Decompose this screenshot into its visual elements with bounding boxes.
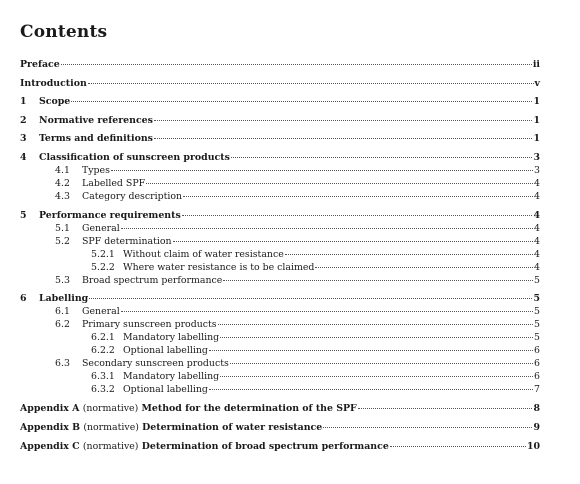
toc-entry-general-6-1[interactable]	[20, 305, 540, 318]
toc-entry-primary-sunscreen-products[interactable]	[20, 318, 540, 331]
toc-number: 6.1	[55, 306, 70, 318]
toc-label: Secondary sunscreen products	[82, 358, 229, 370]
appendix-title: Method for the determination of the SPF	[141, 403, 357, 415]
dot-leader	[61, 64, 532, 65]
toc-page-number: 5	[534, 306, 540, 318]
dot-leader	[111, 170, 533, 171]
toc-page-number: 9	[533, 422, 540, 434]
dot-leader	[220, 337, 533, 338]
toc-label: General	[82, 306, 120, 318]
toc-page-number: 3	[534, 164, 540, 176]
toc-number: 5.2	[55, 235, 70, 247]
dot-leader	[218, 324, 533, 325]
dot-leader	[146, 183, 533, 184]
toc-number: 4.3	[55, 190, 70, 202]
toc-label: Scope	[39, 96, 71, 108]
toc-entry-without-water-resistance[interactable]	[20, 248, 540, 261]
dot-leader	[358, 408, 533, 409]
toc-page-number: 4	[534, 222, 540, 234]
dot-leader	[183, 196, 533, 197]
appendix-qualifier: (normative)	[82, 441, 139, 453]
toc-label: Mandatory labelling	[123, 371, 220, 383]
toc-entry-appendix-b[interactable]	[20, 421, 540, 434]
toc-number: 6.3.2	[91, 384, 115, 396]
appendix-title: Determination of broad spectrum performance	[141, 441, 389, 453]
toc-label: Labelled SPF	[82, 177, 146, 189]
toc-number: 5.2.1	[91, 248, 115, 260]
toc-page-number: 4	[534, 177, 540, 189]
toc-label: Introduction	[20, 77, 87, 89]
toc-number: 4.1	[55, 164, 70, 176]
toc-page-number: 10	[526, 441, 540, 453]
toc-page-number: 1	[533, 114, 540, 126]
toc-page-number: 5	[534, 319, 540, 331]
table-of-contents	[20, 58, 540, 453]
dot-leader	[315, 267, 533, 268]
toc-page-number: 5	[533, 293, 540, 305]
toc-number: 5.1	[55, 222, 70, 234]
toc-label: Performance requirements	[39, 209, 181, 221]
toc-label: Terms and definitions	[39, 133, 153, 145]
toc-number: 1	[20, 96, 27, 108]
appendix-qualifier: (normative)	[83, 422, 139, 434]
toc-label: Preface	[20, 59, 60, 70]
toc-entry-mandatory-labelling-6-3-1[interactable]	[20, 370, 540, 383]
toc-page-number: 4	[534, 248, 540, 260]
dot-leader	[230, 363, 533, 364]
toc-entry-category-description[interactable]	[20, 190, 540, 203]
dot-leader	[220, 376, 533, 377]
appendix-prefix: Appendix B	[20, 422, 81, 434]
toc-label: Primary sunscreen products	[82, 319, 217, 331]
toc-page-number: 3	[533, 151, 540, 163]
toc-entry-spf-determination[interactable]	[20, 235, 540, 248]
dot-leader	[121, 228, 533, 229]
toc-entry-preface[interactable]	[20, 58, 540, 71]
toc-page-number: 4	[534, 235, 540, 247]
toc-page-number: 6	[534, 345, 540, 357]
toc-label: Category description	[82, 190, 183, 202]
toc-page-number: ii	[532, 59, 540, 70]
toc-page-number: 5	[534, 332, 540, 344]
toc-page-number: 4	[533, 209, 540, 221]
toc-label: SPF determination	[82, 235, 172, 247]
toc-number: 6.2.1	[91, 332, 115, 344]
dot-leader	[154, 120, 533, 121]
toc-entry-types[interactable]	[20, 164, 540, 177]
toc-entry-appendix-c[interactable]	[20, 440, 540, 453]
dot-leader	[285, 254, 533, 255]
dot-leader	[71, 101, 532, 102]
toc-number: 4	[20, 151, 27, 163]
toc-page-number: 4	[534, 190, 540, 202]
toc-entry-scope[interactable]	[20, 95, 540, 108]
dot-leader	[390, 446, 526, 447]
toc-number: 4.2	[55, 177, 70, 189]
toc-entry-appendix-a[interactable]	[20, 402, 540, 415]
toc-entry-secondary-sunscreen-products[interactable]	[20, 357, 540, 370]
toc-entry-labelled-spf[interactable]	[20, 177, 540, 190]
toc-entry-optional-labelling-6-2-2[interactable]	[20, 344, 540, 357]
toc-entry-optional-labelling-6-3-2[interactable]	[20, 383, 540, 396]
toc-entry-water-resistance-claimed[interactable]	[20, 261, 540, 274]
toc-label: Broad spectrum performance	[82, 274, 223, 286]
toc-label: Types	[82, 164, 110, 176]
dot-leader	[88, 83, 534, 84]
toc-label: Mandatory labelling	[123, 332, 220, 344]
appendix-qualifier: (normative)	[82, 403, 139, 415]
toc-label: Optional labelling	[123, 384, 208, 396]
toc-label	[20, 402, 357, 415]
toc-entry-terms-and-definitions[interactable]	[20, 132, 540, 145]
toc-number: 2	[20, 114, 27, 126]
toc-number: 6.2	[55, 319, 70, 331]
toc-number: 3	[20, 133, 27, 145]
toc-label: General	[82, 222, 120, 234]
toc-page-number: 4	[534, 261, 540, 273]
toc-entry-classification[interactable]	[20, 151, 540, 164]
dot-leader	[231, 157, 533, 158]
toc-label: Where water resistance is to be claimed	[123, 261, 315, 273]
dot-leader	[173, 241, 534, 242]
toc-number: 6.3.1	[91, 371, 115, 383]
toc-page-number: v	[534, 77, 540, 89]
dot-leader	[209, 350, 533, 351]
toc-page-number: 6	[534, 358, 540, 370]
dot-leader	[89, 298, 532, 299]
toc-label: Normative references	[39, 114, 153, 126]
toc-page-number: 5	[534, 274, 540, 286]
toc-page-number: 8	[533, 403, 540, 415]
dot-leader	[182, 215, 533, 216]
dot-leader	[323, 427, 532, 428]
toc-number: 6.2.2	[91, 345, 115, 357]
toc-label: Labelling	[39, 293, 89, 305]
toc-number: 5	[20, 209, 27, 221]
toc-label: Optional labelling	[123, 345, 208, 357]
dot-leader	[154, 138, 533, 139]
appendix-title: Determination of water resistance	[142, 422, 323, 434]
appendix-prefix: Appendix A	[20, 403, 80, 415]
toc-entry-broad-spectrum-performance[interactable]	[20, 274, 540, 287]
toc-page-number: 7	[534, 384, 540, 396]
toc-entry-mandatory-labelling-6-2-1[interactable]	[20, 331, 540, 344]
dot-leader	[223, 280, 533, 281]
toc-entry-normative-references[interactable]	[20, 114, 540, 127]
toc-page-number: 1	[533, 133, 540, 145]
appendix-prefix: Appendix C	[20, 441, 80, 453]
toc-label: Classification of sunscreen products	[39, 151, 230, 163]
toc-entry-labelling[interactable]	[20, 292, 540, 305]
toc-number: 6.3	[55, 358, 70, 370]
toc-page-number: 1	[533, 96, 540, 108]
toc-entry-introduction[interactable]	[20, 77, 540, 90]
toc-entry-general-5-1[interactable]	[20, 222, 540, 235]
page-title: Contents	[20, 22, 108, 42]
toc-entry-performance-requirements[interactable]	[20, 209, 540, 222]
toc-label	[20, 421, 322, 434]
toc-number: 5.2.2	[91, 261, 115, 273]
dot-leader	[121, 311, 533, 312]
toc-label: Without claim of water resistance	[123, 248, 284, 260]
toc-number: 6	[20, 293, 27, 305]
toc-page-number: 6	[534, 371, 540, 383]
toc-number: 5.3	[55, 274, 70, 286]
dot-leader	[209, 389, 533, 390]
toc-label	[20, 440, 389, 453]
